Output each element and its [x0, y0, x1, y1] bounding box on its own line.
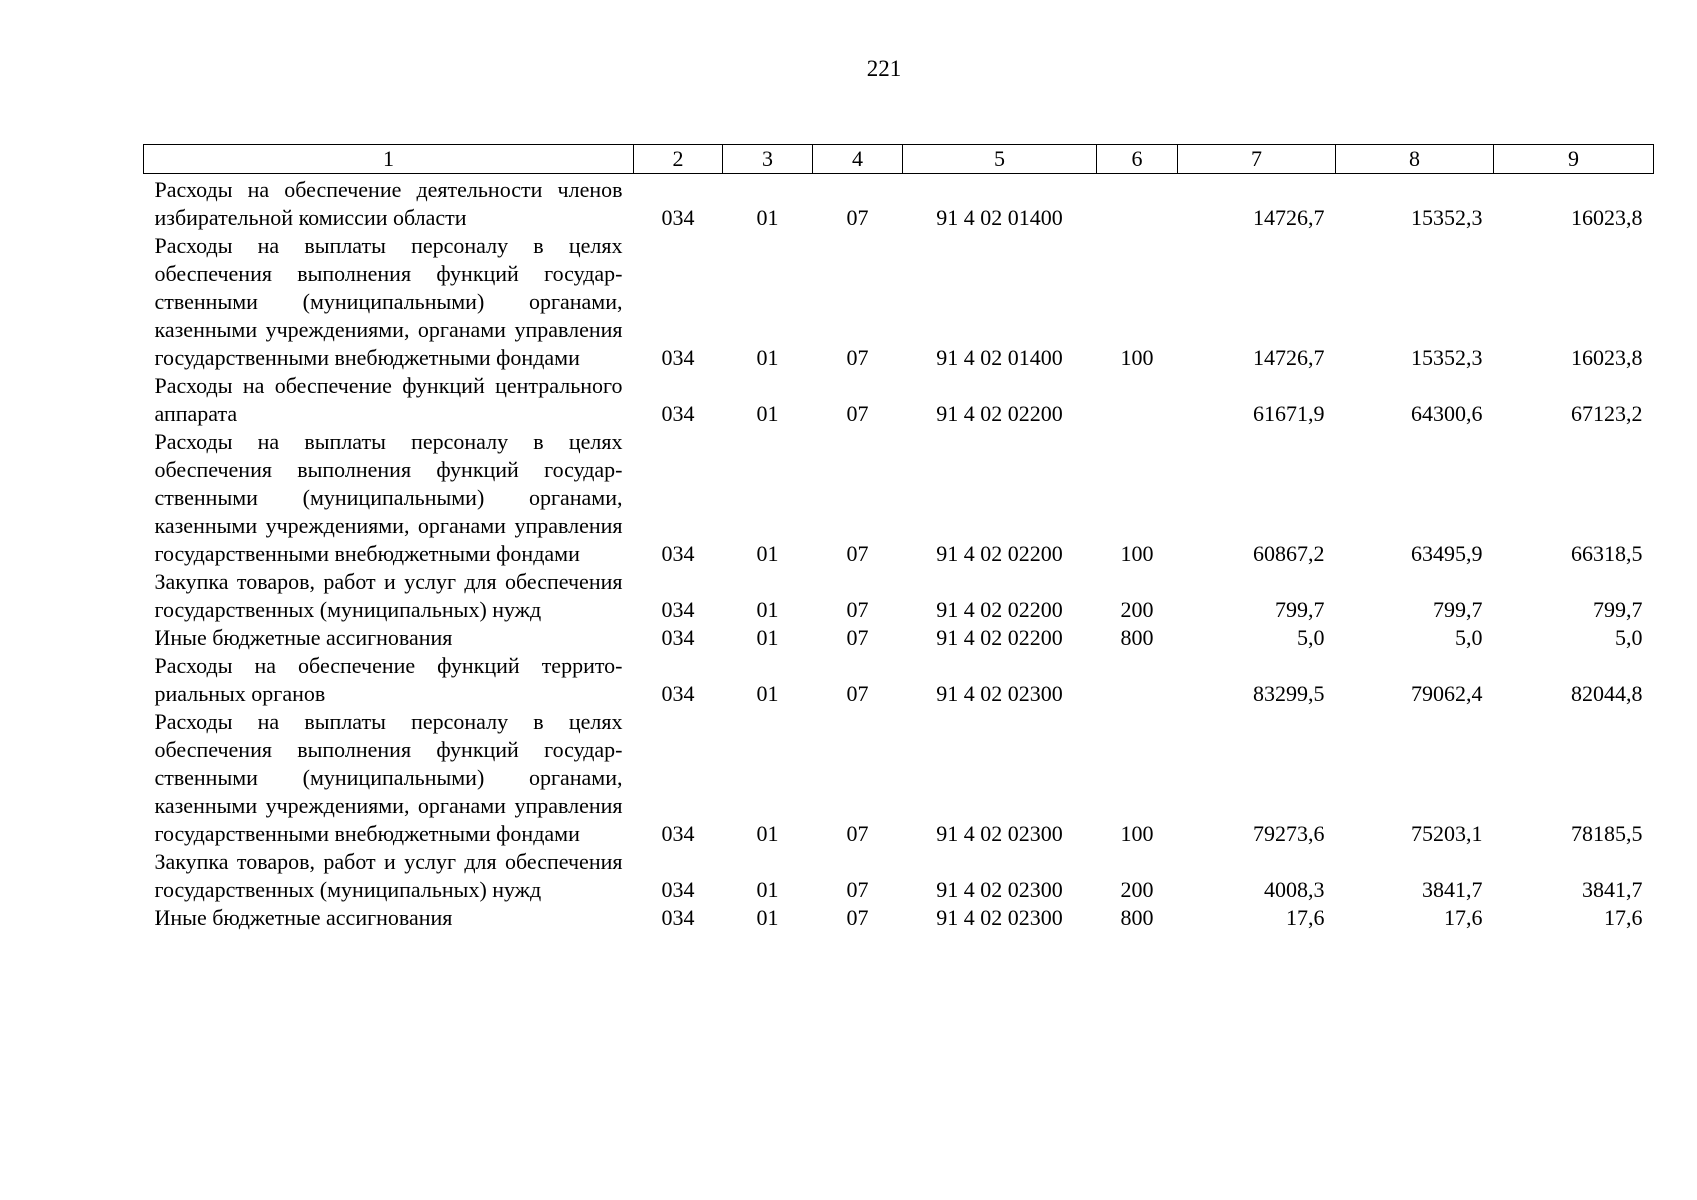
amount-year-2: 799,7 — [1433, 597, 1483, 622]
amount-year-2: 75203,1 — [1411, 821, 1483, 846]
target-item-code: 91 4 02 02300 — [936, 821, 1063, 846]
amount-year-3: 66318,5 — [1571, 541, 1643, 566]
row-description: Закупка товаров, работ и услуг для обеспечения государственных (муниципальных) нужд — [154, 569, 623, 622]
row-description: Расходы на обеспечение деятельности членов избирательной комиссии области — [154, 177, 623, 230]
expense-type-code: 800 — [1120, 625, 1154, 650]
amount-year-1: 14726,7 — [1253, 205, 1325, 230]
amount-year-3: 5,0 — [1615, 625, 1643, 650]
section-code: 01 — [756, 345, 779, 370]
ministry-code: 034 — [661, 597, 695, 622]
ministry-code: 034 — [661, 681, 695, 706]
row-description: Иные бюджетные ассигнования — [154, 625, 453, 650]
header-col-8: 8 — [1336, 145, 1494, 174]
budget-table — [143, 144, 1654, 932]
section-code: 01 — [756, 905, 779, 930]
amount-year-1: 61671,9 — [1253, 401, 1325, 426]
expense-type-code: 200 — [1120, 597, 1154, 622]
target-item-code: 91 4 02 02300 — [936, 877, 1063, 902]
header-col-7: 7 — [1178, 145, 1336, 174]
header-col-6: 6 — [1097, 145, 1178, 174]
amount-year-2: 79062,4 — [1411, 681, 1483, 706]
amount-year-2: 5,0 — [1455, 625, 1483, 650]
section-code: 01 — [756, 597, 779, 622]
table-row — [144, 904, 1654, 932]
amount-year-2: 3841,7 — [1422, 877, 1483, 902]
table-row — [144, 372, 1654, 428]
subsection-code: 07 — [846, 905, 869, 930]
amount-year-2: 63495,9 — [1411, 541, 1483, 566]
subsection-code: 07 — [846, 681, 869, 706]
expense-type-code: 100 — [1120, 345, 1154, 370]
subsection-code: 07 — [846, 401, 869, 426]
amount-year-3: 799,7 — [1593, 597, 1643, 622]
target-item-code: 91 4 02 02300 — [936, 681, 1063, 706]
amount-year-3: 82044,8 — [1571, 681, 1643, 706]
table-row — [144, 624, 1654, 652]
header-col-9: 9 — [1494, 145, 1654, 174]
section-code: 01 — [756, 205, 779, 230]
row-description: Закупка товаров, работ и услуг для обеспечения государственных (муниципальных) нужд — [154, 849, 623, 902]
ministry-code: 034 — [661, 541, 695, 566]
table-row — [144, 174, 1654, 233]
row-description: Расходы на выплаты персоналу в целях обеспечения выполнения функций государственными (муниципальными) органами, казенными учреждениями, органами управления государственными внебюджетными фондами — [154, 429, 623, 566]
expense-type-code: 100 — [1120, 821, 1154, 846]
target-item-code: 91 4 02 02200 — [936, 541, 1063, 566]
header-col-5: 5 — [903, 145, 1097, 174]
ministry-code: 034 — [661, 625, 695, 650]
row-description: Иные бюджетные ассигнования — [154, 905, 453, 930]
section-code: 01 — [756, 681, 779, 706]
amount-year-2: 17,6 — [1444, 905, 1483, 930]
amount-year-3: 3841,7 — [1582, 877, 1643, 902]
amount-year-2: 64300,6 — [1411, 401, 1483, 426]
ministry-code: 034 — [661, 401, 695, 426]
header-col-2: 2 — [634, 145, 723, 174]
target-item-code: 91 4 02 02200 — [936, 625, 1063, 650]
header-col-1: 1 — [144, 145, 634, 174]
table-row — [144, 428, 1654, 568]
subsection-code: 07 — [846, 205, 869, 230]
ministry-code: 034 — [661, 877, 695, 902]
table-row — [144, 232, 1654, 372]
page-number: 221 — [866, 56, 902, 81]
subsection-code: 07 — [846, 345, 869, 370]
amount-year-1: 17,6 — [1286, 905, 1325, 930]
expense-type-code — [1097, 652, 1178, 708]
expense-type-code — [1097, 174, 1178, 233]
ministry-code: 034 — [661, 205, 695, 230]
amount-year-3: 67123,2 — [1571, 401, 1643, 426]
header-row — [144, 145, 1654, 174]
amount-year-1: 60867,2 — [1253, 541, 1325, 566]
amount-year-1: 799,7 — [1275, 597, 1325, 622]
table-body — [144, 174, 1654, 933]
table-row — [144, 568, 1654, 624]
amount-year-2: 15352,3 — [1411, 345, 1483, 370]
amount-year-1: 5,0 — [1297, 625, 1325, 650]
row-description: Расходы на выплаты персоналу в целях обеспечения выполнения функций государственными (муниципальными) органами, казенными учреждениями, органами управления государственными внебюджетными фондами — [154, 709, 623, 846]
subsection-code: 07 — [846, 597, 869, 622]
table-row — [144, 848, 1654, 904]
amount-year-3: 16023,8 — [1571, 205, 1643, 230]
amount-year-3: 78185,5 — [1571, 821, 1643, 846]
row-description: Расходы на обеспечение функций центрального аппарата — [154, 373, 623, 426]
table-row — [144, 652, 1654, 708]
amount-year-2: 15352,3 — [1411, 205, 1483, 230]
section-code: 01 — [756, 821, 779, 846]
expense-type-code: 200 — [1120, 877, 1154, 902]
row-description: Расходы на обеспечение функций территориальных органов — [154, 653, 623, 706]
expense-type-code: 800 — [1120, 905, 1154, 930]
header-col-4: 4 — [813, 145, 903, 174]
ministry-code: 034 — [661, 821, 695, 846]
section-code: 01 — [756, 625, 779, 650]
table-row — [144, 708, 1654, 848]
amount-year-1: 4008,3 — [1264, 877, 1325, 902]
section-code: 01 — [756, 401, 779, 426]
section-code: 01 — [756, 877, 779, 902]
row-description: Расходы на выплаты персоналу в целях обеспечения выполнения функций государственными (муниципальными) органами, казенными учреждениями, органами управления государственными внебюджетными фондами — [154, 233, 623, 370]
expense-type-code: 100 — [1120, 541, 1154, 566]
target-item-code: 91 4 02 02200 — [936, 401, 1063, 426]
amount-year-3: 16023,8 — [1571, 345, 1643, 370]
target-item-code: 91 4 02 01400 — [936, 345, 1063, 370]
expense-type-code — [1097, 372, 1178, 428]
ministry-code: 034 — [661, 905, 695, 930]
target-item-code: 91 4 02 02300 — [936, 905, 1063, 930]
ministry-code: 034 — [661, 345, 695, 370]
amount-year-1: 14726,7 — [1253, 345, 1325, 370]
amount-year-3: 17,6 — [1604, 905, 1643, 930]
amount-year-1: 83299,5 — [1253, 681, 1325, 706]
target-item-code: 91 4 02 01400 — [936, 205, 1063, 230]
section-code: 01 — [756, 541, 779, 566]
subsection-code: 07 — [846, 877, 869, 902]
subsection-code: 07 — [846, 625, 869, 650]
amount-year-1: 79273,6 — [1253, 821, 1325, 846]
target-item-code: 91 4 02 02200 — [936, 597, 1063, 622]
header-col-3: 3 — [723, 145, 813, 174]
subsection-code: 07 — [846, 541, 869, 566]
subsection-code: 07 — [846, 821, 869, 846]
